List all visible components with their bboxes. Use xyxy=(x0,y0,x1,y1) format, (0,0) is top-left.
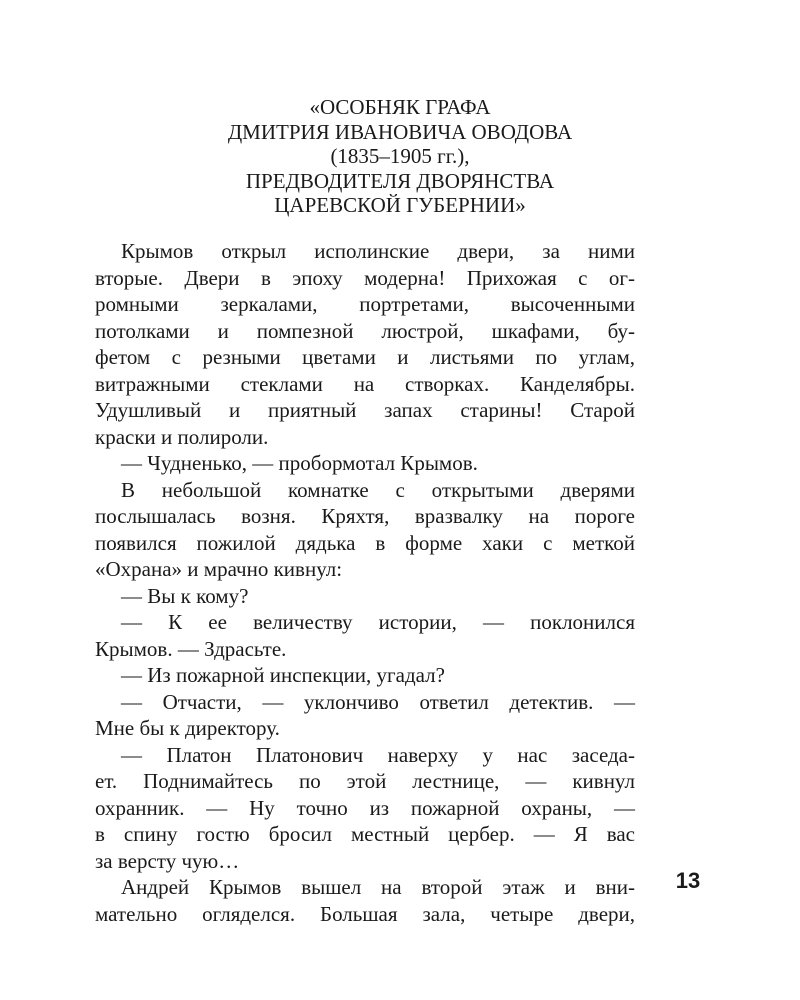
text-line: краски и полироли. xyxy=(95,424,269,449)
heading-line: (1835–1905 гг.), xyxy=(330,144,470,168)
text-line: фетом с резными цветами и листьями по углам, xyxy=(95,345,635,369)
text-line: Крымов. — Здрасьте. xyxy=(95,636,287,661)
text-line: мательно огляделся. Большая зала, четыре двери, xyxy=(95,901,635,926)
text-line: — Платон Платонович наверху у нас заседа- xyxy=(121,742,635,767)
text-line: Андрей Крымов вышел на второй этаж и вни- xyxy=(121,875,635,899)
text-line: послышалась возня. Кряхтя, вразвалку на пороге xyxy=(95,504,635,528)
text-line: за версту чую… xyxy=(95,848,240,873)
text-line: Крымов открыл исполинские двери, за ними xyxy=(121,239,635,263)
page-number: 13 xyxy=(675,868,701,893)
text-line: Мне бы к директору. xyxy=(95,716,280,740)
text-line: ет. Поднимайтесь по этой лестнице, — кивнул xyxy=(95,769,635,793)
heading-line: ПРЕДВОДИТЕЛЯ ДВОРЯНСТВА xyxy=(245,168,555,193)
text-line: появился пожилой дядька в форме хаки с меткой xyxy=(95,530,635,555)
text-line: «Охрана» и мрачно кивнул: xyxy=(95,557,343,581)
text-line: — Чудненько, — пробормотал Крымов. xyxy=(121,451,478,475)
text-line: в спину гостю бросил местный цербер. — Я вас xyxy=(95,822,635,846)
body-text xyxy=(95,238,635,927)
text-line: ромными зеркалами, портретами, высоченными xyxy=(95,292,635,316)
text-line: В небольшой комнатке с открытыми дверями xyxy=(121,477,635,502)
text-line: охранник. — Ну точно из пожарной охраны, — xyxy=(95,795,635,820)
text-line: вторые. Двери в эпоху модерна! Прихожая с ог- xyxy=(95,265,635,290)
text-line: — Из пожарной инспекции, угадал? xyxy=(121,663,445,687)
text-line: — Отчасти, — уклончиво ответил детектив. — xyxy=(121,689,635,714)
text-line: Удушливый и приятный запах старины! Старой xyxy=(95,398,635,422)
chapter-heading xyxy=(100,95,700,218)
text-line: потолками и помпезной люстрой, шкафами, бу- xyxy=(95,318,635,343)
text-line: витражными стеклами на створках. Канделябры. xyxy=(95,371,635,396)
heading-line: ДМИТРИЯ ИВАНОВИЧА ОВОДОВА xyxy=(227,119,573,144)
text-line: — Вы к кому? xyxy=(121,583,249,608)
heading-line: «ОСОБНЯК ГРАФА xyxy=(309,95,491,119)
text-line: — К ее величеству истории, — поклонился xyxy=(121,610,635,634)
heading-line: ЦАРЕВСКОЙ ГУБЕРНИИ» xyxy=(274,193,526,217)
